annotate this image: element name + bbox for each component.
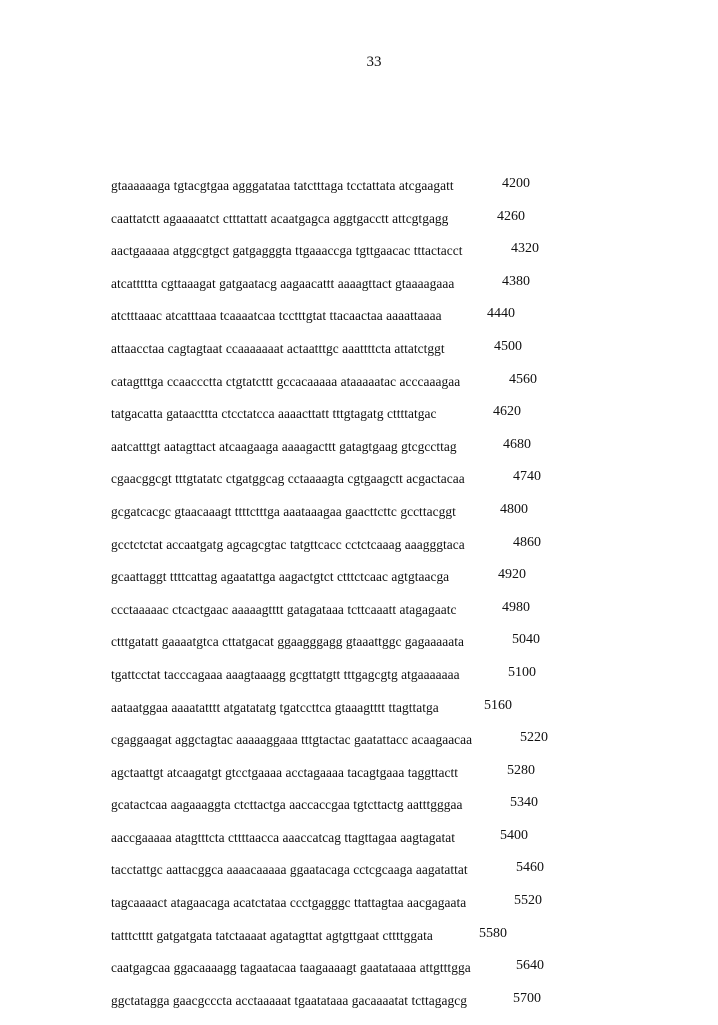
sequence-row: [111, 895, 581, 928]
sequence-row: [111, 308, 581, 341]
sequence-position-number: 4200: [502, 176, 530, 191]
sequence-listing: [111, 178, 581, 1025]
sequence-text: gcgatcacgc gtaacaaagt ttttctttga aaataaagaa gaacttcttc gccttacggt: [111, 503, 456, 519]
sequence-row: [111, 273, 581, 309]
sequence-position-number: 4260: [497, 208, 525, 224]
sequence-position-number: 5100: [508, 664, 536, 680]
sequence-row: [111, 534, 581, 570]
sequence-position-number: 5400: [500, 827, 528, 843]
sequence-row: [111, 243, 581, 276]
sequence-text: caatgagcaa ggacaaaagg tagaatacaa taagaaaagt gaatataaaa attgtttgga: [111, 960, 471, 976]
sequence-position-number: 5340: [510, 795, 538, 811]
sequence-text: tacctattgc aattacggca aaaacaaaaa ggaatacaga cctcgcaaga aagatattat: [111, 862, 468, 878]
sequence-row: [111, 471, 581, 504]
sequence-row: [111, 208, 581, 244]
sequence-position-number: 5040: [512, 632, 540, 648]
sequence-text: agctaattgt atcaagatgt gtcctgaaaa acctagaaaa tacagtgaaa taggttactt: [111, 764, 459, 780]
sequence-position-number: 4380: [502, 273, 530, 289]
sequence-text: caattatctt agaaaaatct ctttattatt acaatgagca aggtgacctt attcgtgagg: [111, 210, 449, 226]
sequence-text: tatttctttt gatgatgata tatctaaaat agatagttat agtgttgaat cttttggata: [111, 927, 433, 943]
sequence-text: cgaacggcgt tttgtatatc ctgatggcag cctaaaagta cgtgaagctt acgactacaa: [111, 471, 465, 487]
sequence-text: aataatggaa aaaatatttt atgatatatg tgatccttca gtaaagtttt ttagttatga: [111, 699, 439, 715]
sequence-text: gtaaaaaaga tgtacgtgaa agggatataa tatctttaga tcctattata atcgaagatt: [111, 178, 454, 193]
sequence-position-number: 4680: [503, 436, 531, 452]
sequence-position-number: 4980: [502, 599, 530, 615]
page-number: 33: [366, 54, 382, 70]
sequence-text: gcctctctat accaatgatg agcagcgtac tatgttcacc cctctcaaag aaagggtaca: [111, 536, 465, 552]
sequence-text: aactgaaaaa atggcgtgct gatgagggta ttgaaaccga tgttgaacac tttactacct: [111, 243, 463, 259]
sequence-position-number: 4620: [493, 404, 521, 420]
sequence-row: [111, 338, 581, 374]
sequence-row: [111, 960, 581, 993]
sequence-text: atcattttta cgttaaagat gatgaatacg aagaacattt aaaagttact gtaaaagaaa: [111, 275, 455, 291]
sequence-text: attaacctaa cagtagtaat ccaaaaaaat actaatttgc aaattttcta attatctggt: [111, 340, 445, 356]
sequence-text: tatgacatta gataacttta ctcctatcca aaaacttatt tttgtagatg cttttatgac: [111, 406, 437, 422]
sequence-position-number: 4800: [500, 501, 528, 517]
sequence-position-number: 4920: [498, 567, 526, 583]
sequence-row: [111, 371, 581, 407]
sequence-position-number: 5280: [507, 762, 535, 778]
sequence-text: aaccgaaaaa atagtttcta cttttaacca aaaccatcag ttagttagaa aagtagatat: [111, 829, 456, 845]
sequence-position-number: 5220: [520, 730, 548, 746]
sequence-text: ctttgatatt gaaaatgtca cttatgacat ggaagggagg gtaaattggc gagaaaaata: [111, 634, 465, 650]
sequence-row: [111, 925, 581, 961]
sequence-text: cgaggaagat aggctagtac aaaaaggaaa tttgtactac gaatattacc acaagaacaa: [111, 732, 473, 748]
sequence-row: [111, 827, 581, 863]
sequence-row: [111, 501, 581, 537]
sequence-row: [111, 762, 581, 798]
sequence-text: tgattcctat tacccagaaa aaagtaaagg gcgttatgtt tttgagcgtg atgaaaaaaa: [111, 666, 460, 682]
sequence-text: gcaattaggt ttttcattag agaatattga aagactgtct ctttctcaac agtgtaacga: [111, 569, 450, 585]
sequence-position-number: 4560: [509, 371, 537, 387]
sequence-text: catagtttga ccaaccctta ctgtatcttt gccacaaaaa ataaaaatac acccaaagaa: [111, 373, 461, 389]
sequence-text: ccctaaaaac ctcactgaac aaaaagtttt gatagataaa tcttcaaatt atagagaatc: [111, 601, 457, 617]
sequence-row: [111, 732, 581, 765]
sequence-row: [111, 436, 581, 472]
sequence-row: [111, 664, 581, 700]
sequence-text: gcatactcaa aagaaaggta ctcttactga aaccaccgaa tgtcttactg aatttgggaa: [111, 797, 463, 813]
sequence-row: [111, 178, 581, 211]
sequence-position-number: 4860: [513, 534, 541, 550]
sequence-row: [111, 797, 581, 830]
sequence-position-number: 4740: [513, 469, 541, 485]
sequence-text: aatcatttgt aatagttact atcaagaaga aaaagacttt gatagtgaag gtcgccttag: [111, 438, 457, 454]
sequence-position-number: 5520: [514, 893, 542, 909]
sequence-position-number: 4440: [487, 306, 515, 322]
sequence-row: [111, 697, 581, 733]
sequence-position-number: 5580: [479, 925, 507, 941]
sequence-row: [111, 569, 581, 602]
sequence-position-number: 5160: [484, 697, 512, 713]
sequence-row: [111, 990, 581, 1025]
sequence-row: [111, 599, 581, 635]
sequence-position-number: 4500: [494, 338, 522, 354]
sequence-text: atctttaaac atcatttaaa tcaaaatcaa tcctttgtat ttacaactaa aaaattaaaa: [111, 308, 442, 324]
sequence-text: ggctatagga gaacgcccta acctaaaaat tgaatataaa gacaaaatat tcttagagcg: [111, 992, 467, 1008]
sequence-position-number: 4320: [511, 241, 539, 257]
sequence-position-number: 5460: [516, 860, 544, 876]
sequence-row: [111, 634, 581, 667]
sequence-row: [111, 406, 581, 439]
sequence-text: tagcaaaact atagaacaga acatctataa ccctgagggc ttattagtaa aacgagaata: [111, 895, 467, 911]
sequence-position-number: 5700: [513, 990, 541, 1006]
sequence-row: [111, 862, 581, 895]
sequence-position-number: 5640: [516, 958, 544, 974]
